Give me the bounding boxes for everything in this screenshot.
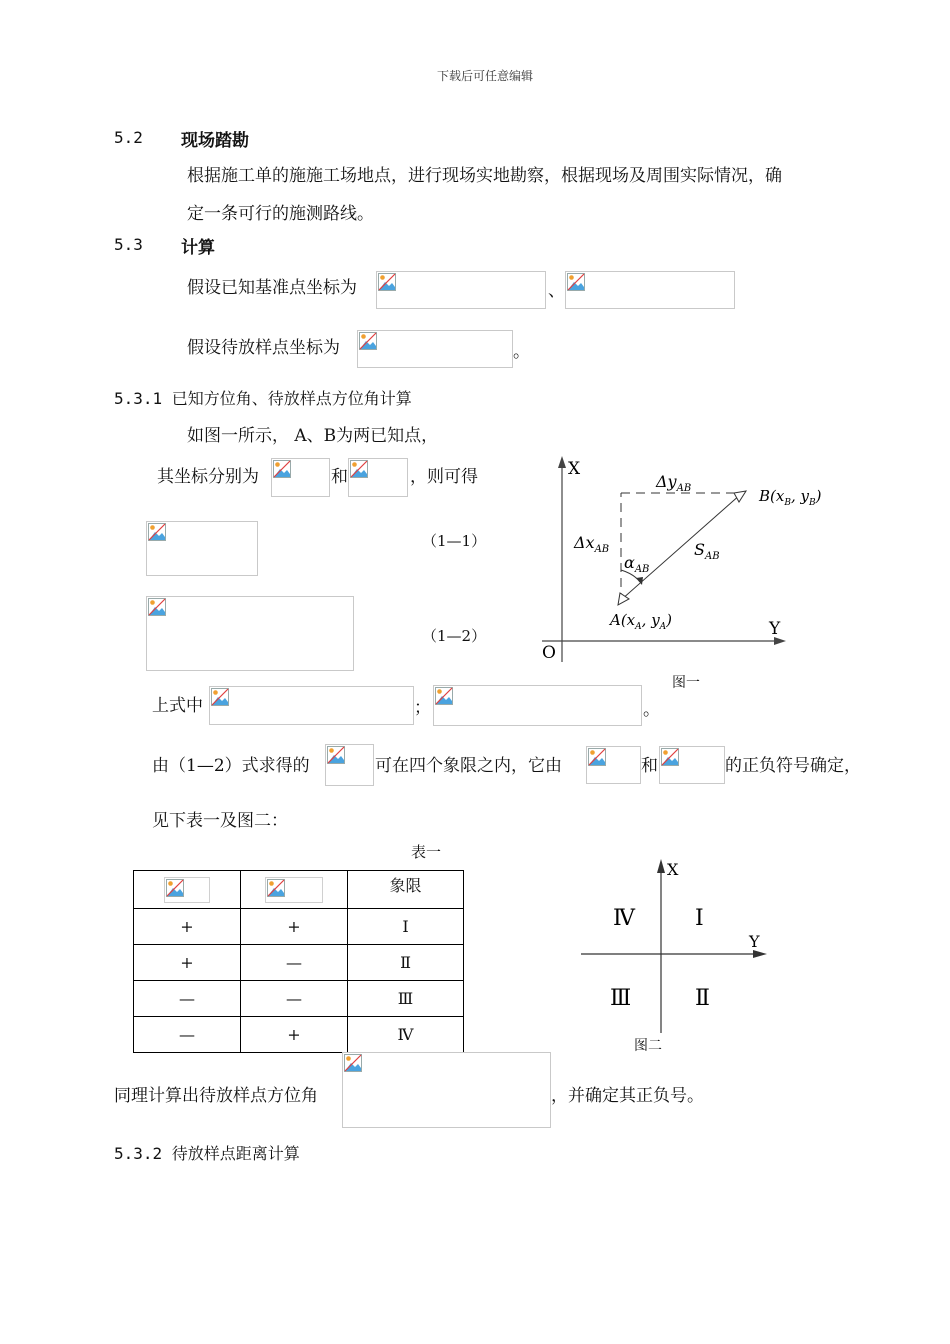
paragraph-text: 其坐标分别为 [157,467,259,487]
table-cell: — [241,945,348,981]
table-cell: Ⅱ [348,945,464,981]
table-cell: + [241,909,348,945]
formula-image [342,1052,551,1128]
broken-image-icon [273,460,291,478]
broken-image-icon [166,879,184,897]
table-cell: Ⅳ [348,1017,464,1053]
paragraph-text: 可在四个象限之内，它由 [375,756,562,776]
y-axis-arrow [753,950,767,958]
table-caption: 表一 [411,843,442,861]
figure-1-diagram [530,452,822,692]
formula-image [209,686,414,725]
broken-image-icon [148,598,166,616]
x-axis-arrow [558,456,566,468]
table-cell: Ⅰ [348,909,464,945]
table-cell: — [241,981,348,1017]
formula-image [433,685,642,726]
alpha-label: $\alpha_{AB}$ [624,553,650,575]
broken-image-icon [435,687,453,705]
y-axis-label: Y [769,619,781,639]
formula-image-eq2 [146,596,354,671]
header-cell [134,871,241,909]
broken-image-icon [211,688,229,706]
figure-2-caption: 图二 [634,1038,662,1054]
paragraph-text: ，并确定其正负号。 [551,1086,704,1106]
table-cell: Ⅲ [348,981,464,1017]
quadrant-table [133,870,464,1053]
section-title-5-2: 现场踏勘 [181,131,249,151]
broken-image-icon [267,879,285,897]
paragraph-text: 由（1—2）式求得的 [152,756,310,776]
paragraph-text: 的正负符号确定， [725,756,861,776]
table-row [134,945,464,981]
formula-image [325,744,374,786]
point-b-label: $B(x_B$, $y_B$) [759,487,822,508]
paragraph-text: 和 [331,467,348,487]
table-row [134,909,464,945]
paragraph-text: 同理计算出待放样点方位角 [114,1086,318,1106]
figure-1-caption: 图一 [672,675,700,691]
segment-ab [621,494,741,600]
broken-image-icon [378,273,396,291]
formula-image [271,458,330,497]
table-cell: — [134,981,241,1017]
paragraph-text: 假设待放样点坐标为 [187,338,340,358]
point-b-marker [734,491,746,502]
table-row [134,981,464,1017]
formula-image [164,877,210,903]
formula-image [357,330,513,368]
broken-image-icon [344,1054,362,1072]
y-axis-label: Y [749,932,760,951]
formula-image [586,746,641,784]
delta-y-label: $\Delta y_{AB}$ [656,472,692,494]
period-text: 。 [643,700,660,720]
origin-label: O [542,643,556,663]
broken-image-icon [588,748,606,766]
separator-text: 、 [548,281,565,301]
table-cell: — [134,1017,241,1053]
paragraph-line: 定一条可行的施测路线。 [187,204,374,224]
section-title-5-3: 计算 [181,238,215,258]
paragraph-text: ，则可得 [410,467,478,487]
table-header-row [134,871,464,909]
x-axis-arrow [657,859,665,873]
formula-image [376,271,546,309]
formula-image [348,458,408,497]
formula-image [565,271,735,309]
figure-2-diagram [575,853,775,1038]
x-axis-label: X [667,860,679,879]
formula-image [659,746,725,784]
header-cell: 象限 [348,871,464,909]
formula-image-eq1 [146,521,258,576]
broken-image-icon [661,748,679,766]
paragraph-text: 上式中 [152,696,203,716]
broken-image-icon [350,460,368,478]
quadrant-1-label: Ⅰ [695,906,704,931]
section-number-5-3: 5.3 [114,235,143,254]
table-cell: + [134,945,241,981]
broken-image-icon [359,332,377,350]
broken-image-icon [327,746,345,764]
distance-label: $S_{AB}$ [694,540,720,562]
period-text: 。 [513,342,530,362]
delta-x-label: $\Delta x_{AB}$ [574,533,610,555]
separator-text: ； [414,698,431,718]
paragraph-text: 如图一所示， A、B为两已知点， [187,426,439,446]
quadrant-3-label: Ⅲ [610,986,632,1011]
broken-image-icon [148,523,166,541]
x-axis-label: X [568,459,581,479]
section-number-5-2: 5.2 [114,128,143,147]
quadrant-2-label: Ⅱ [695,986,710,1011]
point-a-label: $A(x_A$, $y_A$) [610,611,673,632]
table-row [134,1017,464,1053]
header-cell [241,871,348,909]
subsection-title-5-3-2: 5.3.2 待放样点距离计算 [114,1144,300,1163]
paragraph-text: 假设已知基准点坐标为 [187,278,357,298]
table-cell: + [241,1017,348,1053]
formula-image [265,877,323,903]
page-header: 下载后可任意编辑 [437,69,534,83]
table-cell: + [134,909,241,945]
quadrant-4-label: Ⅳ [613,906,635,931]
equation-number: （1—1） [422,532,487,550]
equation-number: （1—2） [422,627,487,645]
paragraph-text: 和 [641,756,658,776]
paragraph-line: 根据施工单的施施工场地点，进行现场实地勘察，根据现场及周围实际情况，确 [187,166,782,186]
broken-image-icon [567,273,585,291]
paragraph-text: 见下表一及图二： [152,811,288,831]
subsection-title-5-3-1: 5.3.1 已知方位角、待放样点方位角计算 [114,389,412,408]
